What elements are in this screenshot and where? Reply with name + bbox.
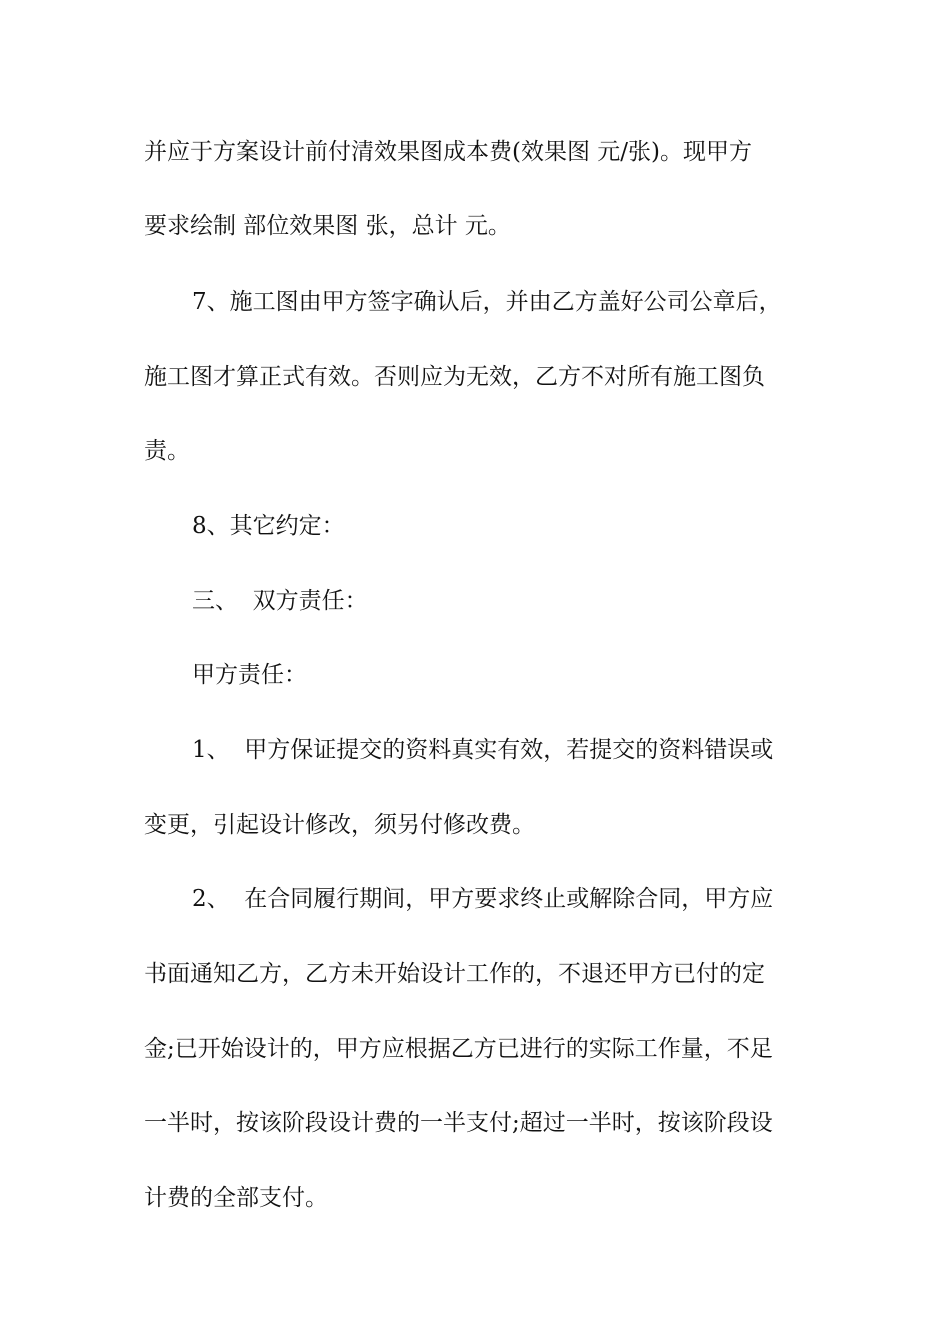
text-line: 金;已开始设计的，甲方应根据乙方已进行的实际工作量，不足 <box>144 1036 773 1062</box>
subsection-heading: 甲方责任： <box>192 662 307 688</box>
section-heading: 三、 双方责任： <box>192 588 368 614</box>
text-line: 书面通知乙方，乙方未开始设计工作的，不退还甲方已付的定 <box>144 961 765 987</box>
clause-8-line: 8、其它约定： <box>192 513 345 539</box>
item-1-line: 1、 甲方保证提交的资料真实有效，若提交的资料错误或 <box>192 737 774 763</box>
text-line: 变更，引起设计修改，须另付修改费。 <box>144 812 535 838</box>
text-line: 责。 <box>144 438 190 464</box>
text-line: 计费的全部支付。 <box>144 1185 328 1211</box>
text-line: 一半时，按该阶段设计费的一半支付;超过一半时，按该阶段设 <box>144 1110 773 1136</box>
item-2-line: 2、 在合同履行期间，甲方要求终止或解除合同，甲方应 <box>192 886 774 912</box>
text-line: 要求绘制 部位效果图 张，总计 元。 <box>144 213 511 239</box>
text-line: 施工图才算正式有效。否则应为无效，乙方不对所有施工图负 <box>144 364 765 390</box>
clause-7-line: 7、施工图由甲方签字确认后，并由乙方盖好公司公章后， <box>192 289 782 315</box>
text-line: 并应于方案设计前付清效果图成本费(效果图 元/张)。现甲方 <box>144 139 753 165</box>
